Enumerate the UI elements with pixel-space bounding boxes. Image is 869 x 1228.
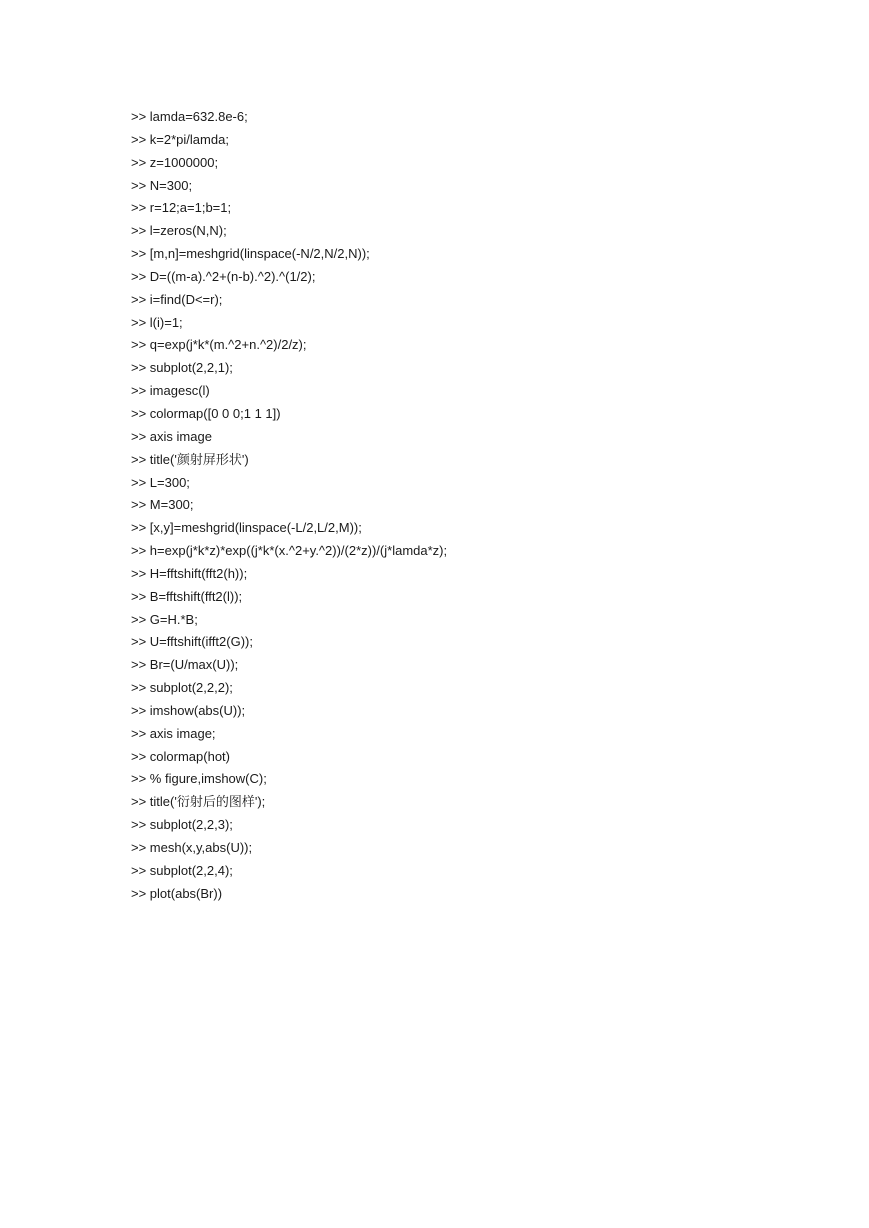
code-line: >> mesh(x,y,abs(U)); xyxy=(131,840,253,855)
code-line: >> [m,n]=meshgrid(linspace(-N/2,N/2,N)); xyxy=(131,246,370,262)
code-line: >> M=300; xyxy=(131,497,194,513)
code-line: >> i=find(D<=r); xyxy=(131,291,223,307)
code-line: >> subplot(2,2,3); xyxy=(131,817,233,833)
code-line: >> G=H.*B; xyxy=(131,611,198,627)
code-line: >> plot(abs(Br)) xyxy=(131,885,223,901)
code-line: >> Br=(U/max(U)); xyxy=(131,657,239,673)
code-line: >> r=12;a=1;b=1; xyxy=(131,200,232,216)
code-line: >> l(i)=1; xyxy=(131,314,183,330)
code-line: >> subplot(2,2,4); xyxy=(131,862,233,878)
code-line: >> N=300; xyxy=(131,177,193,193)
code-line: >> B=fftshift(fft2(l)); xyxy=(131,588,243,604)
code-line: >> % figure,imshow(C); xyxy=(131,771,267,787)
code-line: >> colormap(hot) xyxy=(131,748,230,764)
code-line: >> D=((m-a).^2+(n-b).^2).^(1/2); xyxy=(131,268,316,284)
code-line: >> subplot(2,2,2); xyxy=(131,680,233,696)
code-line: >> l=zeros(N,N); xyxy=(131,223,227,239)
code-line: >> q=exp(j*k*(m.^2+n.^2)/2/z); xyxy=(131,337,307,353)
code-line: >> k=2*pi/lamda; xyxy=(131,131,229,147)
code-line: >> lamda=632.8e-6; xyxy=(131,109,248,124)
matlab-code-listing xyxy=(131,106,831,906)
code-line: >> [x,y]=meshgrid(linspace(-L/2,L/2,M)); xyxy=(131,520,362,536)
code-line: >> title('颜射屏形状') xyxy=(131,451,249,467)
code-line: >> L=300; xyxy=(131,474,190,490)
code-line: >> axis image xyxy=(131,428,212,444)
code-line: >> h=exp(j*k*z)*exp((j*k*(x.^2+y.^2))/(2*z))/(j*lamda*z); xyxy=(131,543,448,559)
code-line: >> axis image; xyxy=(131,725,216,741)
code-line: >> z=1000000; xyxy=(131,154,219,170)
code-line: >> colormap([0 0 0;1 1 1]) xyxy=(131,405,281,421)
code-line: >> U=fftshift(ifft2(G)); xyxy=(131,634,253,650)
code-line: >> title('衍射后的图样'); xyxy=(131,794,266,810)
code-line: >> imshow(abs(U)); xyxy=(131,702,246,718)
code-line: >> subplot(2,2,1); xyxy=(131,360,233,376)
code-line: >> H=fftshift(fft2(h)); xyxy=(131,565,248,581)
code-line: >> imagesc(l) xyxy=(131,383,210,399)
